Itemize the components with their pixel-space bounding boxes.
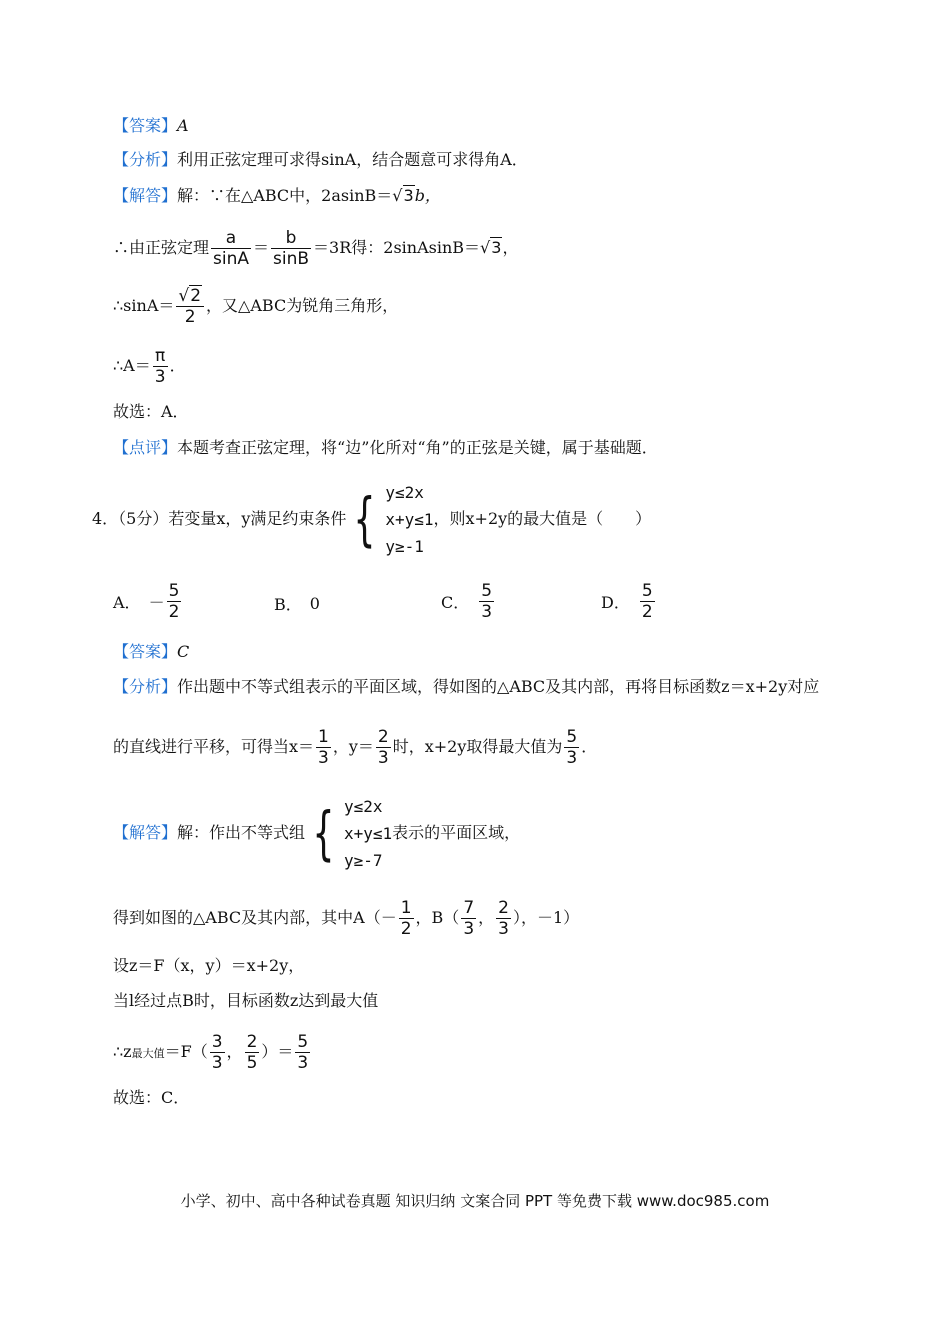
q3-solution-line-3	[113, 284, 398, 328]
analysis-tag: 【分析】	[113, 150, 178, 169]
analysis-text: ．	[581, 737, 598, 756]
numerator: 3	[211, 1032, 223, 1052]
numerator: 5	[481, 581, 493, 601]
denominator: 3	[297, 1053, 309, 1073]
numerator: 1	[400, 898, 412, 918]
denominator: 2	[184, 307, 196, 327]
solution-text: ，	[478, 908, 495, 927]
denominator: 3	[154, 367, 166, 387]
analysis-text: 作出题中不等式组表示的平面区域，得如图的△ABC及其内部，再将目标函数z＝x+2y对应	[177, 677, 820, 696]
numerator: a	[211, 228, 251, 249]
q4-solution-line-3: 设z＝F（x，y）＝x+2y，	[113, 956, 305, 975]
denominator: 3	[211, 1053, 223, 1073]
q3-solution-line-2	[113, 226, 518, 270]
solution-text: ∴由正弦定理	[113, 238, 210, 257]
option-sign: －	[148, 593, 165, 612]
analysis-text: ，y＝	[332, 737, 374, 756]
equals-sign: ＝	[253, 238, 270, 257]
fraction	[496, 898, 511, 939]
option-value: 0	[309, 593, 320, 613]
q4-analysis-line-1	[113, 677, 819, 697]
q3-answer-line	[113, 116, 189, 136]
numerator: 5	[168, 581, 180, 601]
fraction	[461, 898, 476, 939]
solution-tag: 【解答】	[113, 823, 178, 842]
constraint: y≥-7	[343, 850, 383, 870]
fraction	[640, 581, 655, 622]
solution-text: ，	[226, 1042, 243, 1061]
solution-tag: 【解答】	[113, 186, 178, 205]
constraint-system	[346, 479, 433, 560]
answer-value: C	[177, 642, 190, 661]
denominator: 3	[481, 602, 493, 622]
q4-stem	[92, 478, 651, 560]
analysis-tag: 【分析】	[113, 677, 178, 696]
option-label: A．	[113, 593, 141, 612]
q4-choose-line: 故选：C．	[113, 1088, 190, 1107]
q4-solution-line-1	[113, 792, 520, 874]
constraint: y≤2x	[343, 796, 383, 816]
sqrt-expression: √3	[480, 238, 502, 257]
answer-tag: 【答案】	[113, 116, 178, 135]
fraction	[295, 1032, 310, 1073]
denominator: sinB	[273, 249, 310, 269]
denominator: 5	[246, 1053, 258, 1073]
denominator: 2	[168, 602, 180, 622]
numerator: b	[271, 228, 311, 249]
constraint: x+y≤1	[385, 509, 434, 529]
fraction	[176, 286, 204, 327]
solution-text: 得到如图的△ABC及其内部，其中A（－	[113, 908, 397, 927]
q3-analysis-line	[113, 150, 528, 170]
fraction	[245, 1032, 260, 1073]
denominator: 2	[400, 919, 412, 939]
solution-text: ．	[169, 356, 186, 375]
fraction	[271, 228, 311, 269]
solution-text: ）＝	[261, 1042, 294, 1061]
denominator: 3	[566, 748, 578, 768]
fraction	[316, 727, 331, 768]
constraint-system	[305, 793, 392, 874]
fraction	[399, 898, 414, 939]
solution-text: ，B（	[415, 908, 460, 927]
fraction	[211, 228, 251, 269]
fraction	[210, 1032, 225, 1073]
solution-text: 表示的平面区域，	[392, 823, 521, 842]
q4-solution-line-5	[113, 1030, 312, 1074]
solution-text: ∴A＝	[113, 356, 151, 375]
brace-icon: {	[353, 485, 376, 553]
numerator: 5	[641, 581, 653, 601]
fraction	[167, 581, 182, 622]
analysis-text: 的直线进行平移，可得当x＝	[113, 737, 315, 756]
solution-text: ∴z	[113, 1042, 132, 1061]
solution-text: ＝F（	[164, 1042, 208, 1061]
numerator: 2	[498, 898, 509, 918]
solution-text: ），－1）	[512, 908, 580, 927]
radicand: 3	[403, 186, 414, 205]
denominator: 2	[641, 602, 653, 622]
q3-solution-line-4	[113, 344, 186, 388]
question-stem: 4．（5分）若变量x，y满足约束条件	[92, 509, 347, 528]
solution-text: ，又△ABC为锐角三角形，	[206, 296, 399, 315]
question-stem: ，则x+2y的最大值是（ ）	[433, 509, 652, 528]
analysis-text: 利用正弦定理可求得sinA，结合题意可求得角A．	[177, 150, 528, 169]
constraint: y≥-1	[385, 536, 424, 556]
solution-text: 解：∵在△ABC中，2asinB＝	[177, 186, 393, 205]
denominator: sinA	[213, 249, 249, 269]
option-c	[441, 581, 496, 622]
q3-comment-line	[113, 438, 658, 458]
solution-text: b，	[414, 186, 441, 205]
answer-tag: 【答案】	[113, 642, 178, 661]
constraint: x+y≤1	[343, 823, 393, 843]
numerator: 2	[246, 1032, 258, 1052]
option-b	[274, 581, 320, 625]
brace-icon: {	[312, 799, 335, 867]
subscript: 最大值	[131, 1047, 165, 1060]
option-a	[113, 581, 183, 622]
numerator: 5	[297, 1032, 309, 1052]
solution-text: ＝3R得：2sinAsinB＝	[313, 238, 481, 257]
q4-solution-line-4: 当l经过点B时，目标函数z达到最大值	[113, 991, 379, 1010]
option-label: C．	[441, 593, 470, 612]
analysis-text: 时，x+2y取得最大值为	[392, 737, 563, 756]
q4-analysis-line-2	[113, 725, 597, 769]
numerator: π	[153, 346, 168, 367]
solution-text: 解：作出不等式组	[177, 823, 306, 842]
numerator: 5	[566, 727, 578, 747]
numerator: 1	[318, 727, 329, 747]
denominator: 3	[377, 748, 389, 768]
radicand: 3	[491, 238, 502, 257]
fraction	[564, 727, 579, 768]
option-d	[601, 581, 657, 622]
numerator: 7	[463, 898, 475, 918]
q3-choose-line: 故选：A．	[113, 402, 189, 421]
q3-solution-line-1	[113, 186, 441, 206]
denominator: 3	[463, 919, 475, 939]
comment-text: 本题考查正弦定理，将“边”化所对“角”的正弦是关键，属于基础题．	[177, 438, 658, 457]
fraction	[479, 581, 494, 622]
numerator: 2	[377, 727, 389, 747]
option-label: D．	[601, 593, 630, 612]
denominator: 3	[318, 748, 329, 768]
fraction	[153, 346, 168, 387]
sqrt-expression: √3	[392, 186, 414, 205]
solution-text: ，	[502, 238, 519, 257]
radicand: 2	[190, 286, 202, 306]
page-footer: 小学、初中、高中各种试卷真题 知识归纳 文案合同 PPT 等免费下载 www.doc985.com	[180, 1192, 770, 1210]
option-label: B．	[274, 594, 302, 614]
fraction	[376, 727, 391, 768]
q4-answer-line	[113, 642, 189, 662]
solution-text: ∴sinA＝	[113, 296, 175, 315]
q4-solution-line-2	[113, 896, 579, 940]
constraint: y≤2x	[385, 482, 424, 502]
comment-tag: 【点评】	[113, 438, 178, 457]
numerator: √2	[176, 286, 204, 307]
answer-value: A	[177, 116, 189, 135]
denominator: 3	[498, 919, 509, 939]
